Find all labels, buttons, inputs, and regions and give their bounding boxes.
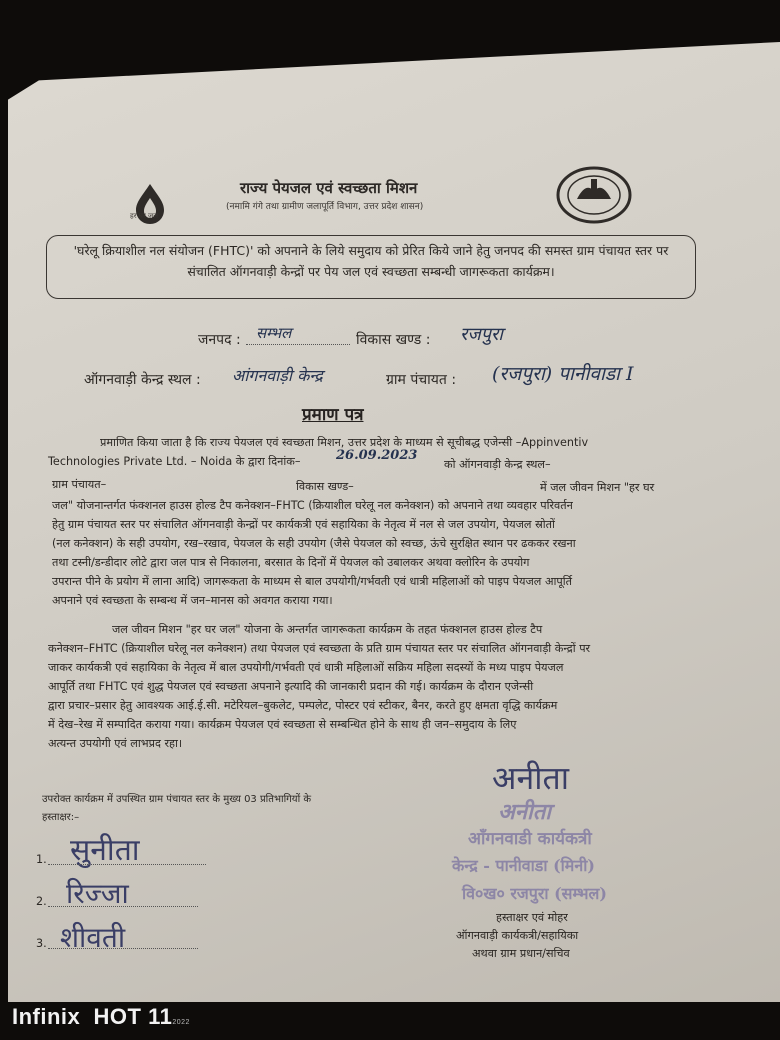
para1-line2b: को ऑगनवाड़ी केन्द्र स्थल– — [444, 458, 551, 471]
panchayat-value: (रजपुरा) पानीवाडा I — [492, 363, 634, 385]
stamp-block: वि०ख० रजपुरा (सम्भल) — [462, 884, 607, 903]
signatory-label-1: हस्ताक्षर एवं मोहर — [496, 911, 568, 924]
district-underline — [246, 344, 350, 345]
district-value: सम्भल — [256, 324, 292, 342]
district-label: जनपद : — [198, 332, 241, 348]
block-value: रजपुरा — [460, 324, 503, 345]
para1-line3a: ग्राम पंचायत– — [52, 478, 107, 491]
mission-subtitle: (नमामि गंगे तथा ग्रामीण जलापूर्ति विभाग, उत्तर प्रदेश शासन) — [226, 202, 424, 212]
programme-title-box: 'घरेलू क्रियाशील नल संयोजन (FHTC)' को अपनाने के लिये समुदाय को प्रेरित किये जाने हेतु जनपद की समस्त ग्राम पंचायत स्तर पर संचालित ऑगनवाड़ी केन्द्रों पर पेय जल एवं स्वच्छता सम्बन्धी जागरूकता कार्यक्रम। — [46, 235, 696, 299]
camera-watermark — [12, 1004, 190, 1030]
block-label: विकास खण्ड : — [356, 332, 431, 348]
signatory-label-2: ऑगनवाड़ी कार्यकत्री/सहायिका — [456, 929, 579, 942]
para1-line6: (नल कनेक्शन) के सही उपयोग, रख–रखाव, पेयजल के सही उपयोग (जैसे पेयजल को स्वच्छ, ऊंचे सुरक्षित स्थान पर ढककर रखना — [52, 537, 576, 550]
left-logo-caption: हर घर जल — [130, 212, 158, 220]
participant-number-3: 3. — [36, 937, 47, 950]
watermark-brand: Infinix — [12, 1004, 81, 1029]
para1-line4: जल" योजनान्तर्गत फंक्शनल हाउस होल्ड टैप कनेक्शन–FHTC (क्रियाशील घरेलू नल कनेक्शन) को अपनाने तथा व्यवहार परिवर्तन — [52, 499, 573, 512]
para2-line2: कनेक्शन–FHTC (क्रियाशील घरेलू नल कनेक्शन) तथा पेयजल एवं स्वच्छता के प्रति ग्राम पंचायत स्तर पर संचालित ऑगनवाड़ी केन्द्रों पर — [48, 642, 591, 655]
har-ghar-jal-logo — [128, 180, 172, 240]
certificate-heading: प्रमाण पत्र — [302, 405, 364, 425]
para2-line7: अत्यन्त उपयोगी एवं लाभप्रद रहा। — [48, 737, 183, 750]
para1-line5: हेतु ग्राम पंचायत स्तर पर संचालित ऑगनवाड़ी केन्द्रों पर कार्यकत्री एवं सहायिका के नेतृत्व में नल से जल उपयोग, पेयजल स्रोतों — [52, 518, 555, 531]
signatory-label-3: अथवा ग्राम प्रधान/सचिव — [472, 947, 570, 960]
signature-line-1 — [48, 864, 206, 865]
para1-line8: उपरान्त पीने के प्रयोग में लाना आदि) जागरूकता के माध्यम से बाल उपयोगी/गर्भवती एवं धात्री महिलाओं को पाइप पेयजल आपूर्ति — [52, 575, 573, 588]
para2-line3: जाकर कार्यकत्री एवं सहायिका के नेतृत्व में बाल उपयोगी/गर्भवती एवं धात्री महिलाओं सक्रिय महिला सदस्यों के मध्य पाइप पेयजल — [48, 661, 564, 674]
para2-line6: में देख–रेख में सम्पादित कराया गया। कार्यक्रम पेयजल एवं स्वच्छता से सम्बन्धित होने के साथ ही जन–समुदाय के लिए — [48, 718, 517, 731]
participant-signature-1: सुनीता — [70, 833, 140, 868]
up-government-emblem — [555, 165, 633, 225]
mission-title: राज्य पेयजल एवं स्वच्छता मिशन — [240, 179, 418, 197]
para1-line3c: में जल जीवन मिशन "हर घर — [540, 481, 655, 494]
para2-line4: आपूर्ति तथा FHTC एवं शुद्ध पेयजल एवं स्वच्छता अपनाने इत्यादि की जानकारी प्रदान की गई। कार्यक्रम के दौरान एजेन्सी — [48, 680, 534, 693]
panchayat-label: ग्राम पंचायत : — [386, 372, 457, 388]
signature-line-3 — [48, 948, 198, 949]
participant-number-2: 2. — [36, 895, 47, 908]
para2-line1: जल जीवन मिशन "हर घर जल" योजना के अन्तर्गत जागरूकता कार्यक्रम के तहत फंक्शनल हाउस होल्ड टैप — [112, 623, 543, 636]
stamp-centre: केन्द्र - पानीवाडा (मिनी) — [452, 856, 595, 875]
participant-number-1: 1. — [36, 853, 47, 866]
signatory-signature: अनीता — [492, 759, 570, 797]
stamp-designation: आँगनवाडी कार्यकत्री — [468, 829, 592, 849]
para1-line2a: Technologies Private Ltd. – Noida के द्वारा दिनांक– — [48, 455, 301, 468]
signature-line-2 — [48, 906, 198, 907]
centre-value: आंगनवाड़ी केन्द्र — [232, 366, 323, 385]
para1-line1: प्रमाणित किया जाता है कि राज्य पेयजल एवं स्वच्छता मिशन, उत्तर प्रदेश के माध्यम से सूचीबद्ध एजेन्सी –Appinventiv — [100, 436, 589, 449]
stamp-name: अनीता — [498, 799, 551, 825]
watermark-year: 2022 — [172, 1019, 190, 1026]
date-value: 26.09.2023 — [336, 448, 418, 463]
centre-label: ऑगनवाड़ी केन्द्र स्थल : — [84, 372, 201, 388]
participant-signature-3: शीवती — [60, 921, 126, 954]
para2-line5: द्वारा प्रचार–प्रसार हेतु आवश्यक आई.ई.सी. मटेरियल–बुकलेट, पम्पलेट, पोस्टर एवं स्टीकर, बैनर, करते हुए क्षमता वृद्धि कार्यक्रम — [48, 699, 558, 712]
participants-intro-line2: हस्ताक्षर:– — [42, 812, 80, 823]
para1-line3b: विकास खण्ड– — [296, 480, 354, 493]
para1-line9: अपनाने एवं स्वच्छता के सम्बन्ध में जन–मानस को अवगत कराया गया। — [52, 594, 333, 607]
participant-signature-2: रिज्जा — [66, 877, 129, 910]
para1-line7: तथा टस्नी/डन्डीदार लोटे द्वारा जल पात्र से निकालना, बरसात के दिनों में पेयजल को उबालकर अथवा क्लोरिन के उपयोग — [52, 556, 530, 569]
participants-intro-line1: उपरोक्त कार्यक्रम में उपस्थित ग्राम पंचायत स्तर के मुख्य 03 प्रतिभागियों के — [42, 794, 312, 805]
watermark-model: HOT 11 — [93, 1004, 173, 1029]
